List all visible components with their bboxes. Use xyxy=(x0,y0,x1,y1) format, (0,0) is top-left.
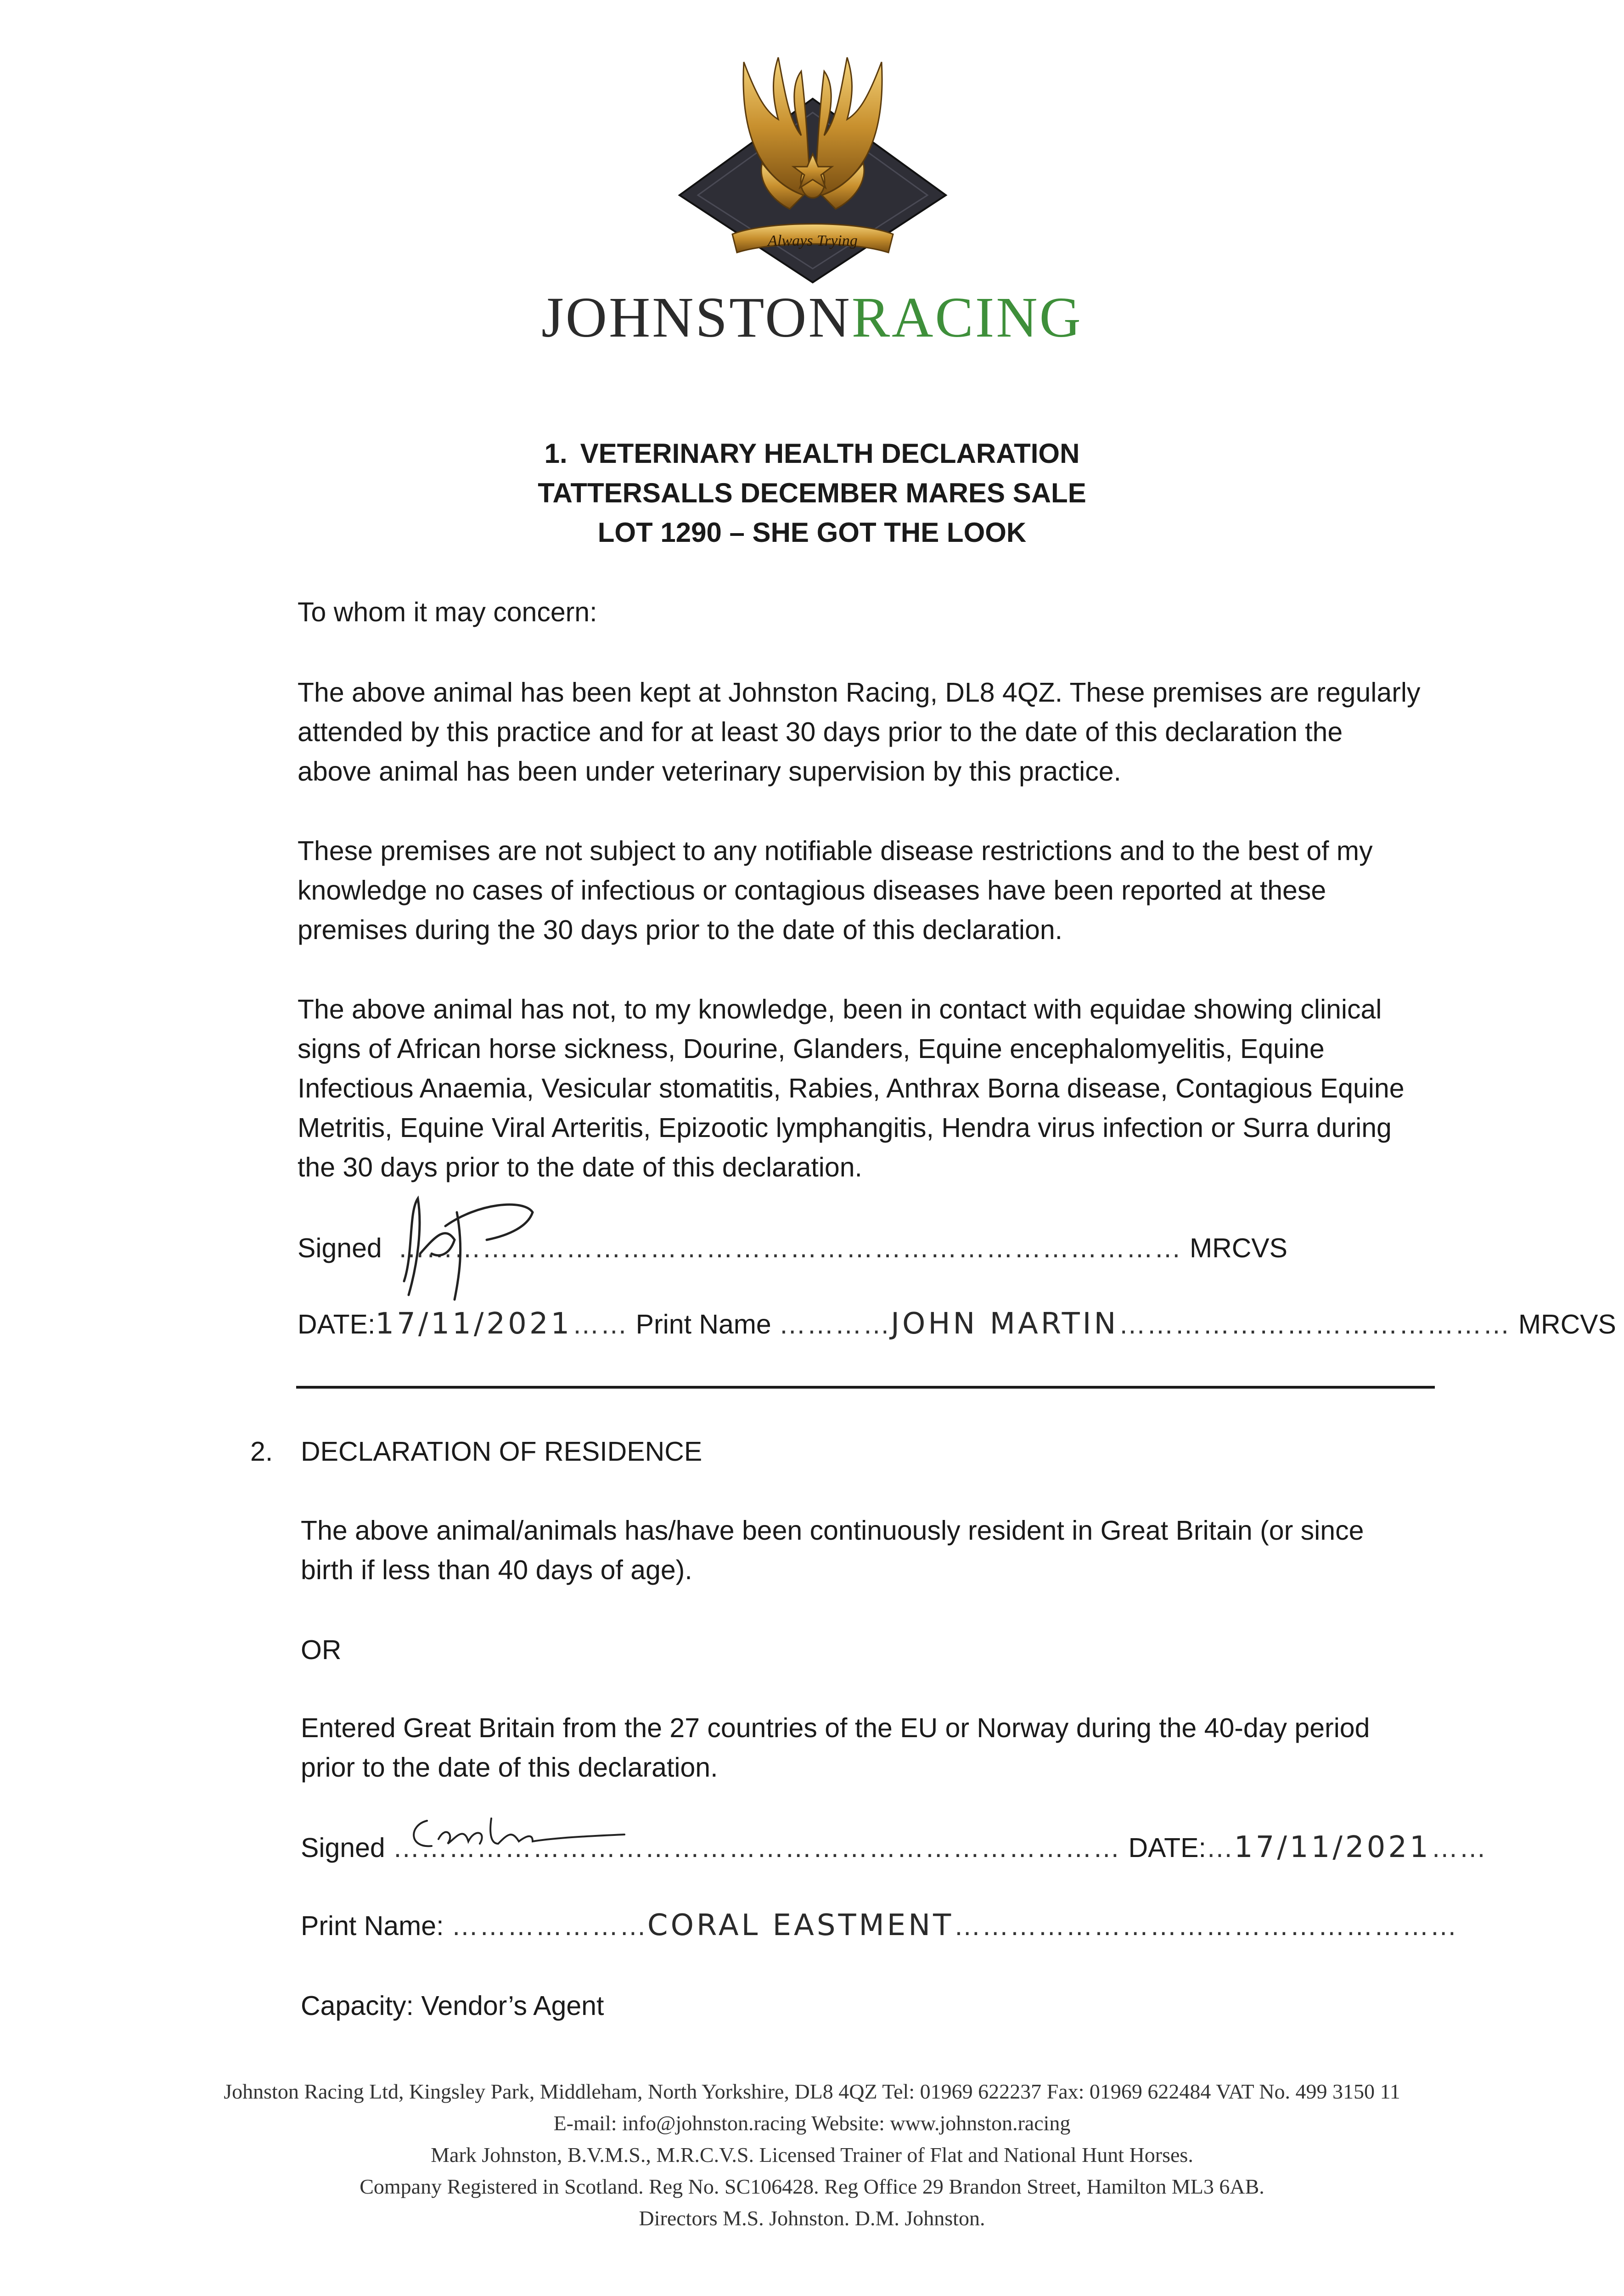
brand-wordmark xyxy=(0,286,1624,349)
signed-label: Signed xyxy=(301,1833,385,1863)
paragraph-equidae-contact xyxy=(298,990,1405,1187)
johnston-racing-logo-emblem xyxy=(652,44,973,301)
paragraph-entered-gb xyxy=(301,1708,1370,1787)
text-line: These premises are not subject to any notifiable disease restrictions and to the best of my xyxy=(298,836,1373,866)
text-line: prior to the date of this declaration. xyxy=(301,1752,718,1783)
vet-date-name-line: DATE:17/11/2021…… Print Name …………JOHN MARTIN…………………………………… MRCVS xyxy=(298,1307,1616,1341)
print-name-label: Print Name xyxy=(635,1309,771,1339)
text-line: The above animal/animals has/have been continuously resident in Great Britain (or since xyxy=(301,1515,1364,1546)
text-line: the 30 days prior to the date of this declaration. xyxy=(298,1152,862,1182)
signature-dots: ………………………………………………………………………… xyxy=(389,1233,1182,1263)
heading-line-2: TATTERSALLS DECEMBER MARES SALE xyxy=(538,478,1086,508)
vet-print-name-value: JOHN MARTIN xyxy=(891,1307,1119,1341)
section2-title: DECLARATION OF RESIDENCE xyxy=(301,1436,702,1467)
document-heading xyxy=(0,434,1624,552)
agent-print-name-line: Print Name: …………………CORAL EASTMENT……………………………………………… xyxy=(301,1908,1458,1942)
vet-date-value: 17/11/2021 xyxy=(375,1307,573,1341)
text-line: Metritis, Equine Viral Arteritis, Epizootic lymphangitis, Hendra virus infection or Surra during xyxy=(298,1113,1392,1143)
footer-directors: Directors M.S. Johnston. D.M. Johnston. xyxy=(639,2206,985,2230)
section-divider xyxy=(296,1386,1435,1389)
brand-johnston: JOHNSTON xyxy=(541,286,852,349)
footer-registration: Company Registered in Scotland. Reg No. SC106428. Reg Office 29 Brandon Street, Hamilton ML3 6AB. xyxy=(360,2175,1264,2198)
heading-number: 1. xyxy=(544,438,568,469)
section2-number: 2. xyxy=(250,1436,273,1467)
company-footer xyxy=(0,2076,1624,2234)
salutation: To whom it may concern: xyxy=(298,597,597,627)
text-line: birth if less than 40 days of age). xyxy=(301,1555,692,1585)
or-label: OR xyxy=(301,1635,342,1665)
heading-line-3: LOT 1290 – SHE GOT THE LOOK xyxy=(597,517,1027,548)
date-label: DATE: xyxy=(298,1309,376,1339)
paragraph-resident xyxy=(301,1511,1364,1590)
heading-line-1: VETERINARY HEALTH DECLARATION xyxy=(580,438,1080,469)
text-line: The above animal has not, to my knowledge, been in contact with equidae showing clinical xyxy=(298,994,1382,1024)
vet-signature-image xyxy=(376,1185,569,1304)
signed-label: Signed xyxy=(298,1233,382,1263)
agent-signature-image xyxy=(395,1807,652,1857)
brand-racing: RACING xyxy=(851,286,1083,349)
text-line: knowledge no cases of infectious or contagious diseases have been reported at these xyxy=(298,875,1326,906)
text-line: attended by this practice and for at least 30 days prior to the date of this declaration the xyxy=(298,717,1343,747)
capacity: Capacity: Vendor’s Agent xyxy=(301,1991,604,2021)
date-label: DATE: xyxy=(1128,1833,1206,1863)
paragraph-kept-premises xyxy=(298,673,1420,791)
motto-text: Always Trying xyxy=(768,232,858,249)
paragraph-disease-restrictions xyxy=(298,831,1373,950)
text-line: above animal has been under veterinary supervision by this practice. xyxy=(298,756,1121,787)
signed-suffix: MRCVS xyxy=(1189,1233,1288,1263)
text-line: Infectious Anaemia, Vesicular stomatitis, Rabies, Anthrax Borna disease, Contagious Equine xyxy=(298,1073,1405,1103)
text-line: The above animal has been kept at Johnston Racing, DL8 4QZ. These premises are regularly xyxy=(298,677,1421,708)
footer-trainer: Mark Johnston, B.V.M.S., M.R.C.V.S. Licensed Trainer of Flat and National Hunt Horses. xyxy=(431,2143,1193,2167)
text-line: Entered Great Britain from the 27 countries of the EU or Norway during the 40-day period xyxy=(301,1713,1370,1743)
text-line: signs of African horse sickness, Dourine, Glanders, Equine encephalomyelitis, Equine xyxy=(298,1034,1325,1064)
agent-print-name-value: CORAL EASTMENT xyxy=(647,1908,954,1942)
footer-address: Johnston Racing Ltd, Kingsley Park, Middleham, North Yorkshire, DL8 4QZ Tel: 01969 622237 Fax: 01969 622484 VAT No. 499 3150 11 xyxy=(224,2080,1400,2103)
footer-contact: E-mail: info@johnston.racing Website: www.johnston.racing xyxy=(553,2111,1071,2135)
print-name-label: Print Name: xyxy=(301,1911,444,1941)
text-line: premises during the 30 days prior to the date of this declaration. xyxy=(298,915,1063,945)
agent-date-value: 17/11/2021 xyxy=(1234,1830,1431,1864)
print-name-suffix: MRCVS xyxy=(1518,1309,1616,1339)
motto-banner xyxy=(732,224,893,253)
agent-signed-line: Signed …………………………………………………………………… DATE:…17/11/2021…… xyxy=(301,1830,1487,1864)
